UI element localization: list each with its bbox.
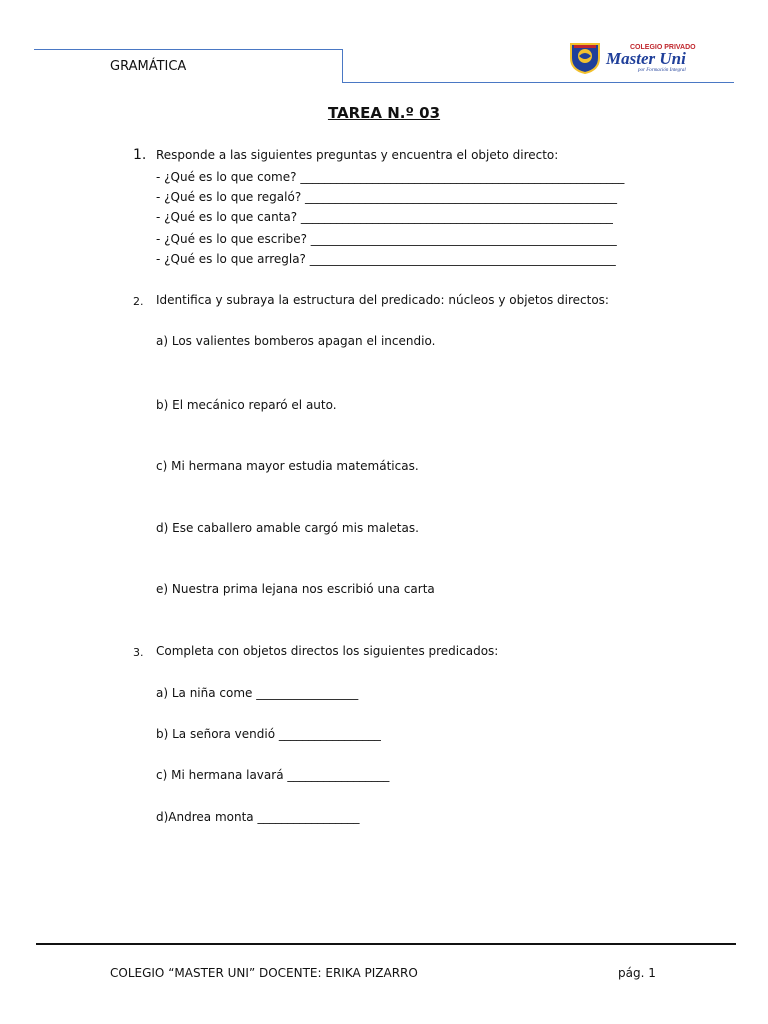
school-logo (568, 40, 728, 74)
exercise-item: c) Mi hermana mayor estudia matemáticas. (156, 459, 419, 473)
footer-rule (36, 943, 736, 945)
section-3-prompt: Completa con objetos directos los siguientes predicados: (156, 644, 499, 658)
page-number: pág. 1 (618, 966, 656, 980)
logo-tagline: por Formación Integral (638, 68, 686, 73)
logo-top-text: COLEGIO PRIVADO (630, 44, 696, 51)
footer-school-teacher: COLEGIO “MASTER UNI” DOCENTE: ERIKA PIZARRO (110, 966, 418, 980)
exercise-item: a) Los valientes bomberos apagan el incendio. (156, 334, 436, 348)
page-title: TAREA N.º 03 (327, 104, 441, 122)
exercise-item: b) El mecánico reparó el auto. (156, 398, 337, 412)
section-2-number: 2. (133, 295, 144, 308)
section-1-prompt: Responde a las siguientes preguntas y encuentra el objeto directo: (156, 148, 559, 162)
section-1-number: 1. (133, 147, 147, 163)
question-line: - ¿Qué es lo que regaló? ____________________________________________________ (156, 190, 618, 204)
exercise-item: e) Nuestra prima lejana nos escribió una carta (156, 582, 435, 596)
logo-name: Master Uni (606, 49, 686, 68)
fill-in-item: a) La niña come _________________ (156, 686, 359, 700)
question-line: - ¿Qué es lo que escribe? ___________________________________________________ (156, 232, 617, 246)
fill-in-item: c) Mi hermana lavará _________________ (156, 768, 390, 782)
fill-in-item: d)Andrea monta _________________ (156, 810, 360, 824)
fill-in-item: b) La señora vendió _________________ (156, 727, 381, 741)
question-line: - ¿Qué es lo que arregla? ___________________________________________________ (156, 252, 616, 266)
header-rule-left (34, 49, 343, 50)
exercise-item: d) Ese caballero amable cargó mis maletas. (156, 521, 419, 535)
section-2-prompt: Identifica y subraya la estructura del predicado: núcleos y objetos directos: (156, 293, 609, 307)
header-rule-step (342, 49, 343, 83)
question-line: - ¿Qué es lo que canta? ____________________________________________________ (156, 210, 613, 224)
header-rule-right (342, 82, 734, 83)
section-3-number: 3. (133, 646, 144, 659)
question-line: - ¿Qué es lo que come? ______________________________________________________ (156, 170, 625, 184)
header-subject: GRAMÁTICA (110, 59, 187, 74)
